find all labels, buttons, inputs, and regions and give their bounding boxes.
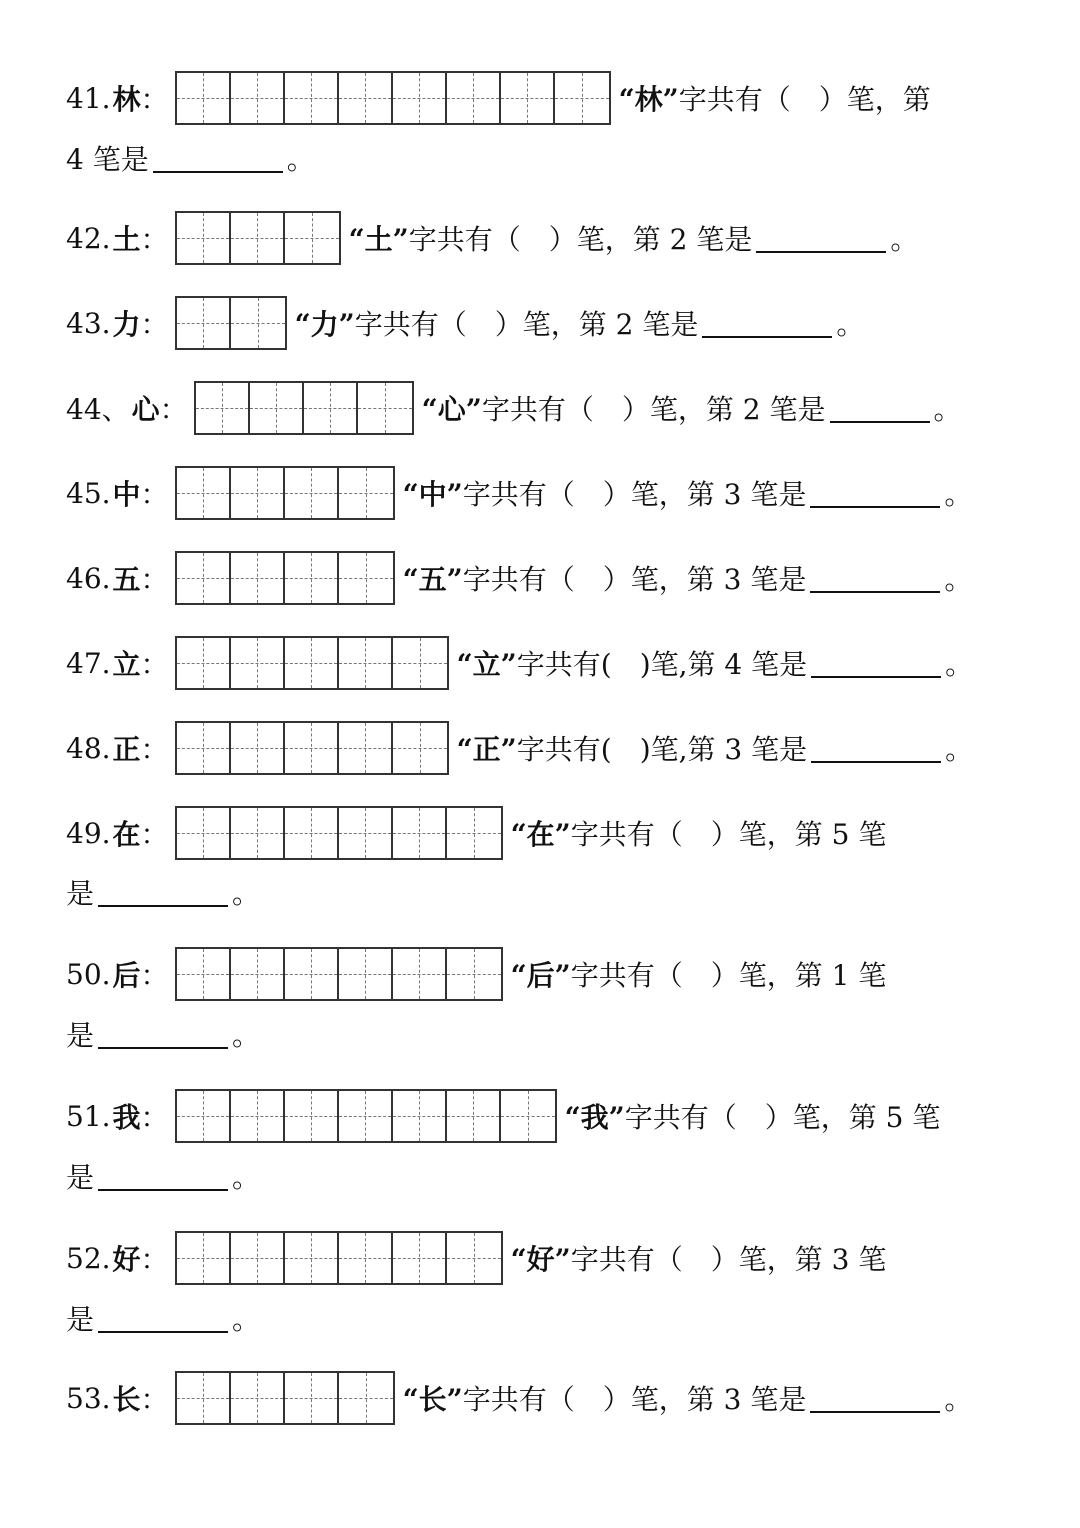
tianzige-cell[interactable] <box>231 949 285 999</box>
question-line <box>66 720 973 776</box>
colon: ： <box>140 308 169 341</box>
question-line <box>66 210 918 266</box>
question-number: 52. <box>66 1241 111 1275</box>
question-text-cont: 是 <box>66 1019 95 1052</box>
tianzige-cell[interactable] <box>285 1233 339 1283</box>
answer-blank[interactable] <box>702 308 832 338</box>
question-continuation <box>66 1298 260 1338</box>
tianzige-cell[interactable] <box>177 723 231 773</box>
tianzige-cell[interactable] <box>231 553 285 603</box>
tianzige-cell[interactable] <box>304 383 358 433</box>
tianzige-cell[interactable] <box>177 1091 231 1141</box>
tianzige-cell[interactable] <box>358 383 412 433</box>
tianzige-cell[interactable] <box>447 1091 501 1141</box>
tianzige-cell[interactable] <box>339 73 393 123</box>
tianzige-cell[interactable] <box>285 808 339 858</box>
period: 。 <box>944 478 973 511</box>
question-line <box>66 1088 940 1144</box>
question-text: 字共有（ ）笔，第 1 笔 <box>570 959 887 992</box>
question-number: 53. <box>66 1381 111 1415</box>
question-continuation <box>66 1156 260 1196</box>
quoted-character: “中” <box>402 478 463 511</box>
period: 。 <box>890 223 919 256</box>
tianzige-cell[interactable] <box>393 73 447 123</box>
question-text: 字共有( )笔,第 4 笔是 <box>516 648 808 681</box>
tianzige-cell[interactable] <box>231 638 285 688</box>
tianzige-cell[interactable] <box>339 638 393 688</box>
tianzige-cell[interactable] <box>177 949 231 999</box>
tianzige-cell[interactable] <box>285 1373 339 1423</box>
answer-blank[interactable] <box>153 143 283 173</box>
tianzige-cell[interactable] <box>339 949 393 999</box>
period: 。 <box>945 733 974 766</box>
writing-grid[interactable] <box>175 1371 395 1425</box>
writing-grid[interactable] <box>175 806 503 860</box>
answer-blank[interactable] <box>830 393 930 423</box>
tianzige-cell[interactable] <box>393 723 447 773</box>
question-text: 字共有（ ）笔，第 2 笔是 <box>408 223 753 256</box>
colon: ： <box>140 1383 169 1416</box>
period: 。 <box>933 393 962 426</box>
target-character: 五 <box>112 563 141 596</box>
target-character: 好 <box>112 1243 141 1276</box>
colon: ： <box>140 648 169 681</box>
target-character: 长 <box>112 1383 141 1416</box>
period: 。 <box>232 1161 261 1194</box>
question-number: 50. <box>66 957 111 991</box>
tianzige-cell[interactable] <box>339 468 393 518</box>
tianzige-cell[interactable] <box>177 553 231 603</box>
question-number: 44、 <box>66 393 130 426</box>
writing-grid[interactable] <box>175 1231 503 1285</box>
quoted-character: “长” <box>402 1383 463 1416</box>
tianzige-cell[interactable] <box>177 468 231 518</box>
quoted-character: “土” <box>348 223 409 256</box>
tianzige-cell[interactable] <box>285 1091 339 1141</box>
period: 。 <box>232 1303 261 1336</box>
tianzige-cell[interactable] <box>231 73 285 123</box>
colon: ： <box>140 1101 169 1134</box>
question-number: 51. <box>66 1099 111 1133</box>
answer-blank[interactable] <box>811 733 941 763</box>
question-line <box>66 635 973 691</box>
period: 。 <box>836 308 865 341</box>
target-character: 在 <box>112 818 141 851</box>
answer-blank[interactable] <box>810 563 940 593</box>
question-number: 49. <box>66 816 111 850</box>
question-text: 字共有（ ）笔，第 2 笔是 <box>354 308 699 341</box>
tianzige-cell[interactable] <box>393 1091 447 1141</box>
quoted-character: “林” <box>618 83 679 116</box>
tianzige-cell[interactable] <box>501 73 555 123</box>
writing-grid[interactable] <box>175 636 449 690</box>
tianzige-cell[interactable] <box>447 808 501 858</box>
tianzige-cell[interactable] <box>231 213 285 263</box>
answer-blank[interactable] <box>810 1383 940 1413</box>
tianzige-cell[interactable] <box>339 553 393 603</box>
quoted-character: “正” <box>456 733 517 766</box>
period: 。 <box>944 563 973 596</box>
question-number: 46. <box>66 561 111 595</box>
target-character: 我 <box>112 1101 141 1134</box>
quoted-character: “在” <box>510 818 571 851</box>
answer-blank[interactable] <box>811 648 941 678</box>
answer-blank[interactable] <box>98 1161 228 1191</box>
colon: ： <box>140 818 169 851</box>
target-character: 中 <box>112 478 141 511</box>
answer-blank[interactable] <box>810 478 940 508</box>
question-text: 字共有（ ）笔，第 3 笔是 <box>462 478 807 511</box>
question-text: 字共有( )笔,第 3 笔是 <box>516 733 808 766</box>
writing-grid[interactable] <box>175 211 341 265</box>
tianzige-cell[interactable] <box>393 808 447 858</box>
period: 。 <box>944 1383 973 1416</box>
writing-grid[interactable] <box>175 1089 557 1143</box>
tianzige-cell[interactable] <box>393 638 447 688</box>
writing-grid[interactable] <box>175 296 287 350</box>
question-line <box>66 805 886 861</box>
tianzige-cell[interactable] <box>231 1373 285 1423</box>
tianzige-cell[interactable] <box>196 383 250 433</box>
tianzige-cell[interactable] <box>177 298 231 348</box>
colon: ： <box>140 1243 169 1276</box>
question-text-cont: 是 <box>66 877 95 910</box>
question-continuation <box>66 1014 260 1054</box>
colon: ： <box>140 733 169 766</box>
quoted-character: “好” <box>510 1243 571 1276</box>
question-text: 字共有（ ）笔，第 5 笔 <box>624 1101 941 1134</box>
question-text: 字共有（ ）笔，第 5 笔 <box>570 818 887 851</box>
question-number: 47. <box>66 646 111 680</box>
question-text: 字共有（ ）笔，第 3 笔是 <box>462 563 807 596</box>
question-line <box>66 1230 886 1286</box>
tianzige-cell[interactable] <box>447 1233 501 1283</box>
writing-grid[interactable] <box>175 947 503 1001</box>
colon: ： <box>140 959 169 992</box>
tianzige-cell[interactable] <box>501 1091 555 1141</box>
tianzige-cell[interactable] <box>231 723 285 773</box>
question-number: 43. <box>66 306 111 340</box>
tianzige-cell[interactable] <box>285 553 339 603</box>
tianzige-cell[interactable] <box>285 949 339 999</box>
tianzige-cell[interactable] <box>285 213 339 263</box>
target-character: 土 <box>112 223 141 256</box>
tianzige-cell[interactable] <box>231 1091 285 1141</box>
answer-blank[interactable] <box>98 1019 228 1049</box>
target-character: 心 <box>131 393 160 426</box>
tianzige-cell[interactable] <box>339 1233 393 1283</box>
quoted-character: “立” <box>456 648 517 681</box>
tianzige-cell[interactable] <box>393 949 447 999</box>
tianzige-cell[interactable] <box>177 213 231 263</box>
question-text: 字共有（ ）笔，第 <box>678 83 931 116</box>
target-character: 立 <box>112 648 141 681</box>
answer-blank[interactable] <box>98 877 228 907</box>
target-character: 正 <box>112 733 141 766</box>
tianzige-cell[interactable] <box>231 808 285 858</box>
tianzige-cell[interactable] <box>285 73 339 123</box>
tianzige-cell[interactable] <box>555 73 609 123</box>
tianzige-cell[interactable] <box>393 1233 447 1283</box>
period: 。 <box>232 1019 261 1052</box>
tianzige-cell[interactable] <box>177 1233 231 1283</box>
quoted-character: “心” <box>421 393 482 426</box>
question-text: 字共有（ ）笔，第 2 笔是 <box>481 393 826 426</box>
question-number: 48. <box>66 731 111 765</box>
colon: ： <box>159 393 188 426</box>
colon: ： <box>140 563 169 596</box>
tianzige-cell[interactable] <box>177 1373 231 1423</box>
colon: ： <box>140 223 169 256</box>
tianzige-cell[interactable] <box>285 468 339 518</box>
question-number: 42. <box>66 221 111 255</box>
writing-grid[interactable] <box>175 721 449 775</box>
question-number: 41. <box>66 81 111 115</box>
writing-grid[interactable] <box>175 71 611 125</box>
colon: ： <box>140 478 169 511</box>
question-continuation <box>66 872 260 912</box>
tianzige-cell[interactable] <box>231 1233 285 1283</box>
tianzige-cell[interactable] <box>177 808 231 858</box>
period: 。 <box>232 877 261 910</box>
quoted-character: “我” <box>564 1101 625 1134</box>
question-line <box>66 295 864 351</box>
quoted-character: “力” <box>294 308 355 341</box>
tianzige-cell[interactable] <box>250 383 304 433</box>
question-line <box>66 70 931 126</box>
answer-blank[interactable] <box>756 223 886 253</box>
tianzige-cell[interactable] <box>447 73 501 123</box>
tianzige-cell[interactable] <box>339 808 393 858</box>
tianzige-cell[interactable] <box>339 1373 393 1423</box>
question-text: 字共有（ ）笔，第 3 笔是 <box>462 1383 807 1416</box>
target-character: 后 <box>112 959 141 992</box>
question-line <box>66 946 886 1002</box>
target-character: 林 <box>112 83 141 116</box>
tianzige-cell[interactable] <box>177 638 231 688</box>
tianzige-cell[interactable] <box>285 723 339 773</box>
tianzige-cell[interactable] <box>231 468 285 518</box>
period: 。 <box>286 143 315 176</box>
tianzige-cell[interactable] <box>447 949 501 999</box>
question-continuation <box>66 138 315 178</box>
writing-grid[interactable] <box>175 466 395 520</box>
tianzige-cell[interactable] <box>231 298 285 348</box>
question-number: 45. <box>66 476 111 510</box>
quoted-character: “后” <box>510 959 571 992</box>
target-character: 力 <box>112 308 141 341</box>
question-line <box>66 1370 972 1426</box>
question-text: 字共有（ ）笔，第 3 笔 <box>570 1243 887 1276</box>
question-line <box>66 550 972 606</box>
period: 。 <box>945 648 974 681</box>
question-line <box>66 465 972 521</box>
question-text-cont: 是 <box>66 1303 95 1336</box>
writing-grid[interactable] <box>194 381 414 435</box>
answer-blank[interactable] <box>98 1303 228 1333</box>
writing-grid[interactable] <box>175 551 395 605</box>
tianzige-cell[interactable] <box>339 723 393 773</box>
question-line <box>66 380 962 436</box>
tianzige-cell[interactable] <box>285 638 339 688</box>
question-text-cont: 是 <box>66 1161 95 1194</box>
question-text-cont: 4 笔是 <box>66 143 149 176</box>
tianzige-cell[interactable] <box>339 1091 393 1141</box>
tianzige-cell[interactable] <box>177 73 231 123</box>
quoted-character: “五” <box>402 563 463 596</box>
colon: ： <box>140 83 169 116</box>
